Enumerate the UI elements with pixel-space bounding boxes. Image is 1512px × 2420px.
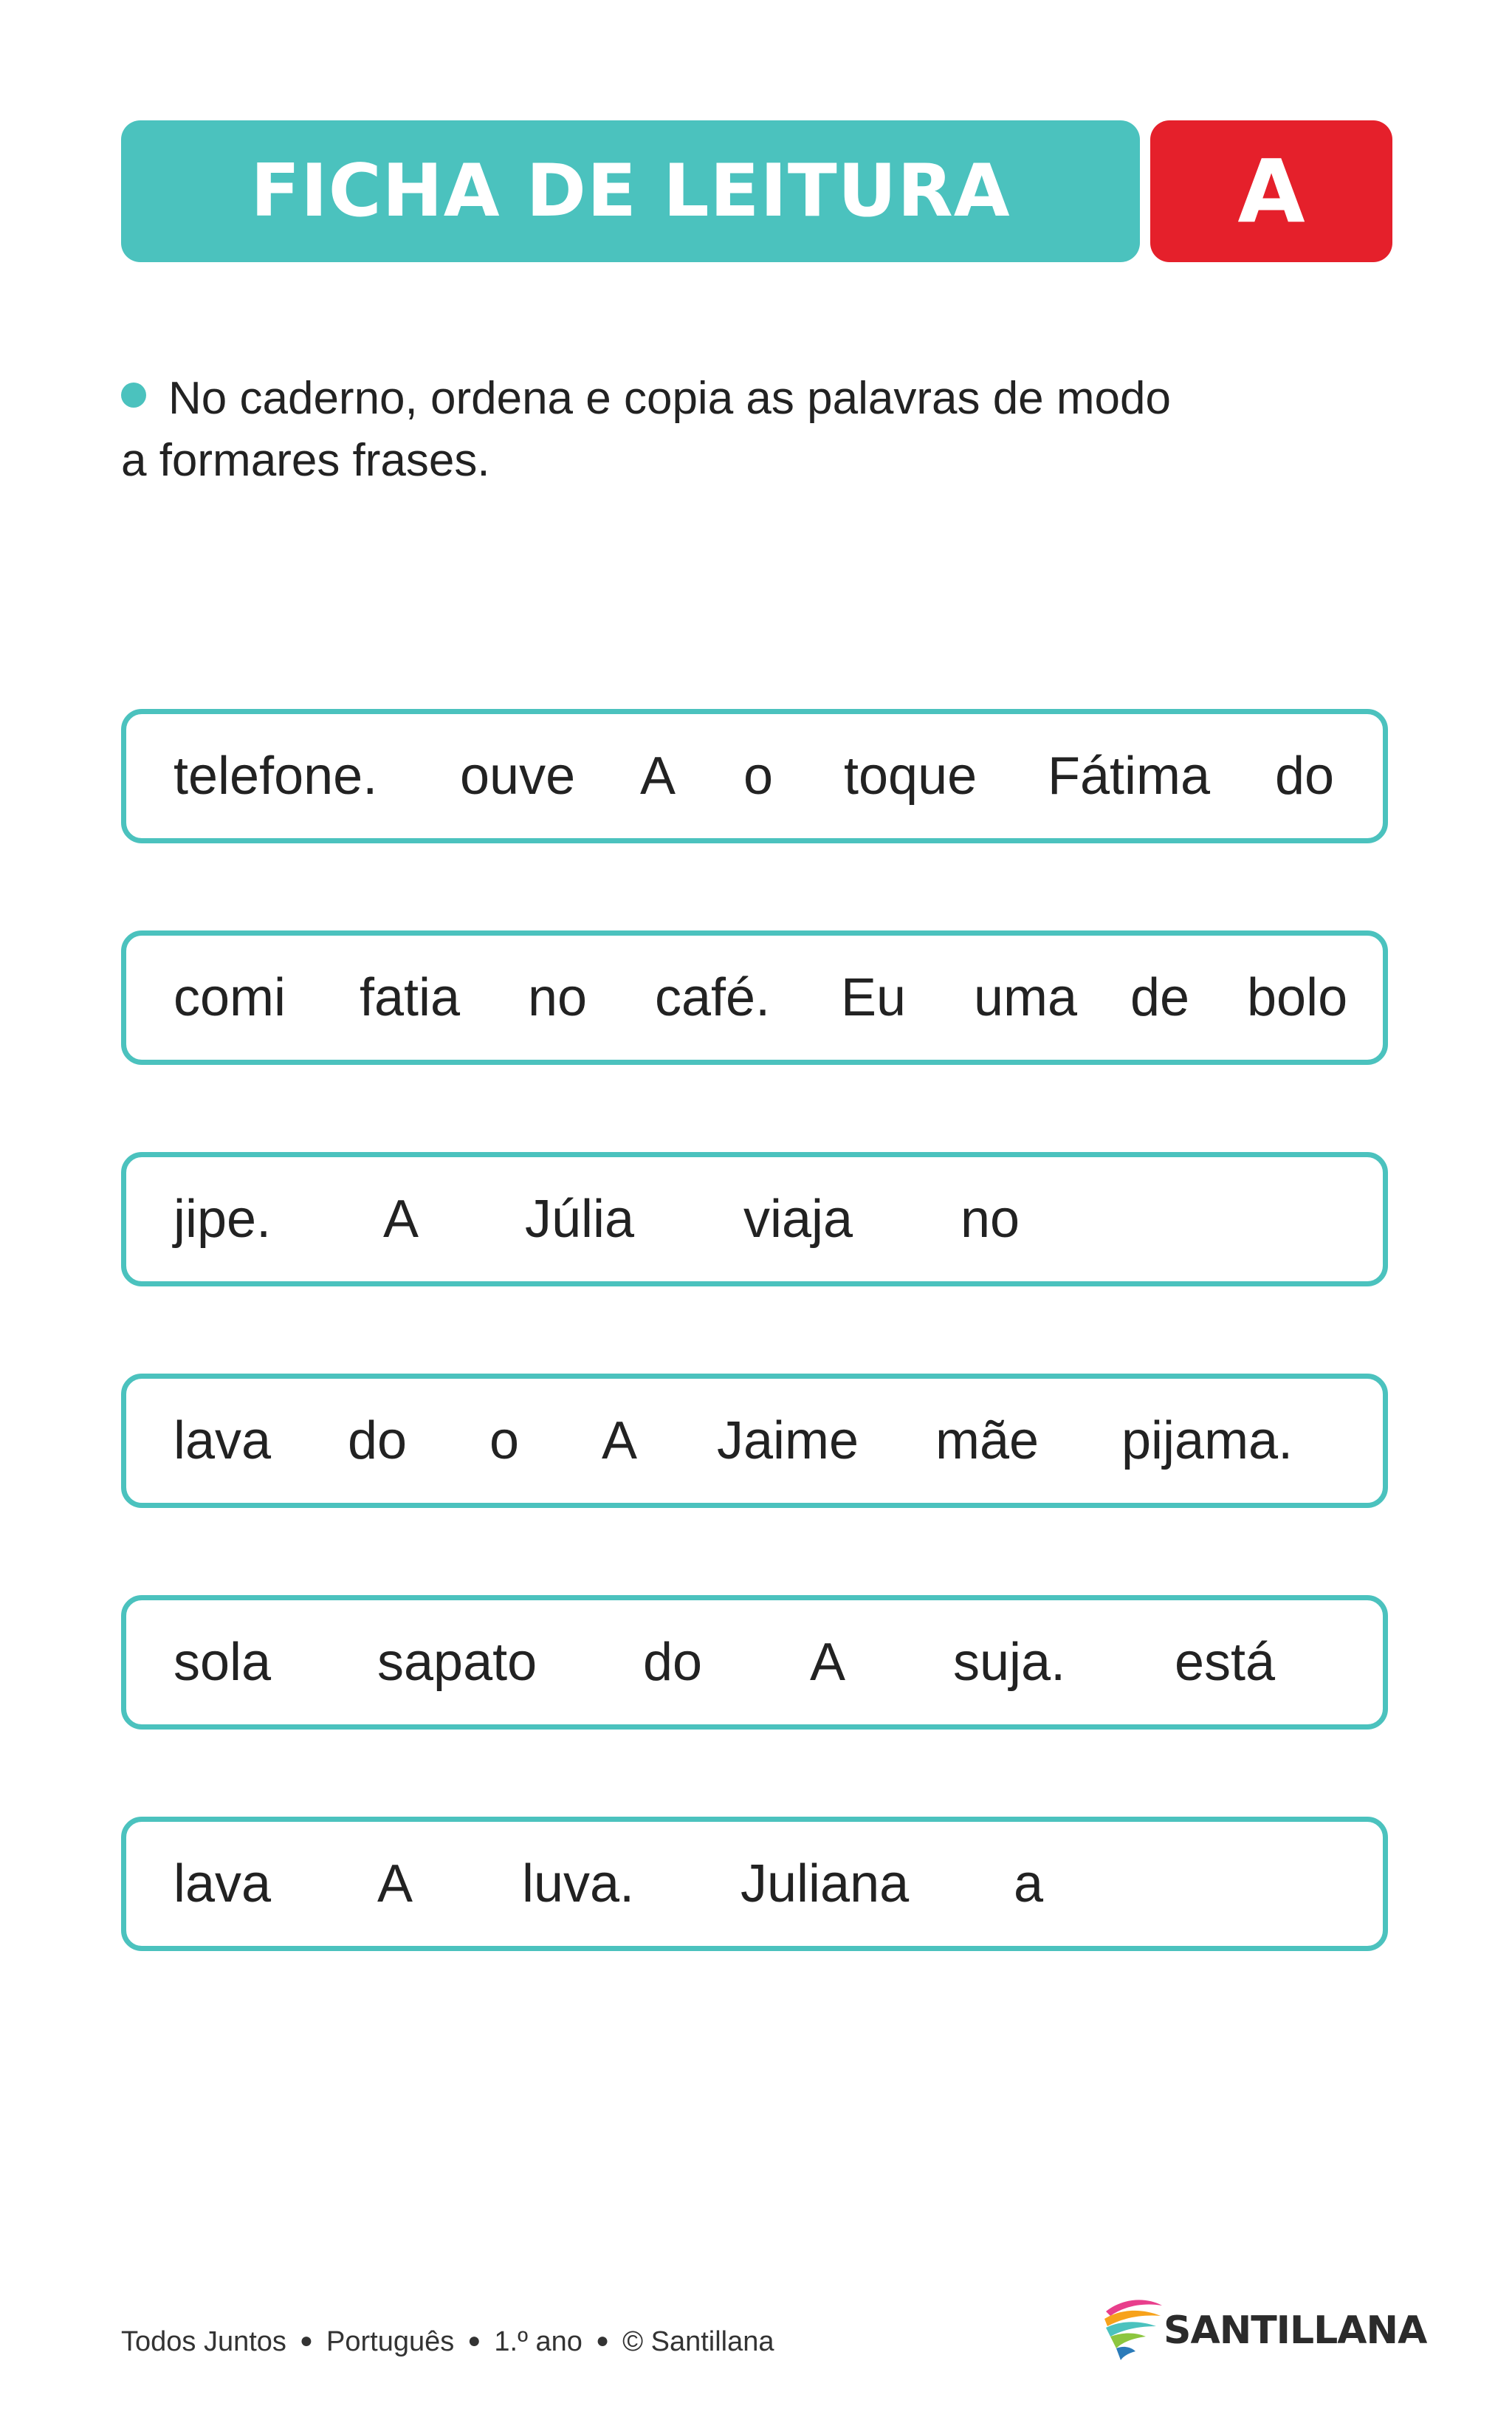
instruction (121, 368, 1376, 492)
word: uma (974, 968, 1078, 1027)
bullet-separator-icon: ● (467, 2328, 481, 2353)
santillana-logo-text: SANTILLANA (1164, 2308, 1427, 2353)
page-title: FICHA DE LEITURA (250, 149, 1011, 233)
word-box-2 (121, 930, 1388, 1065)
footer (121, 2326, 774, 2358)
santillana-logo (1100, 2289, 1427, 2363)
word: o (743, 747, 774, 806)
word: sola (173, 1633, 272, 1692)
header-bar (121, 120, 1140, 262)
word: Júlia (525, 1190, 635, 1249)
word: A (810, 1633, 846, 1692)
word: lava (173, 1854, 272, 1913)
word: Fátima (1048, 747, 1211, 806)
word-box-3 (121, 1152, 1388, 1286)
word: está (1175, 1633, 1276, 1692)
footer-copyright: © Santillana (622, 2326, 774, 2357)
word-box-4 (121, 1374, 1388, 1508)
word: Jaime (717, 1411, 859, 1470)
level-badge (1150, 120, 1392, 262)
word: fatia (360, 968, 461, 1027)
instruction-line-1: No caderno, ordena e copia as palavras de modo (168, 373, 1171, 424)
word: mãe (935, 1411, 1040, 1470)
word: telefone. (173, 747, 378, 806)
word: A (602, 1411, 638, 1470)
footer-subject: Português (326, 2326, 455, 2357)
santillana-logo-icon (1100, 2289, 1166, 2363)
word: do (1275, 747, 1335, 806)
word-box-5 (121, 1595, 1388, 1730)
word: suja. (953, 1633, 1066, 1692)
word: no (961, 1190, 1020, 1249)
word: comi (173, 968, 286, 1027)
word-box-1 (121, 709, 1388, 843)
word: Eu (841, 968, 907, 1027)
word: viaja (743, 1190, 853, 1249)
word: ouve (460, 747, 576, 806)
word: café. (655, 968, 771, 1027)
word: luva. (522, 1854, 635, 1913)
word: de (1130, 968, 1190, 1027)
word: o (489, 1411, 520, 1470)
word: no (528, 968, 588, 1027)
bullet-icon (121, 383, 146, 408)
footer-grade: 1.º ano (494, 2326, 583, 2357)
word: A (640, 747, 676, 806)
instruction-line-2: a formares frases. (121, 435, 490, 486)
level-badge-label: A (1237, 140, 1305, 242)
word: lava (173, 1411, 272, 1470)
word: A (383, 1190, 419, 1249)
word: jipe. (173, 1190, 272, 1249)
bullet-separator-icon: ● (595, 2328, 610, 2353)
word: A (377, 1854, 413, 1913)
word: bolo (1247, 968, 1348, 1027)
word: a (1014, 1854, 1044, 1913)
word: do (348, 1411, 408, 1470)
word-box-6 (121, 1817, 1388, 1951)
word: toque (844, 747, 977, 806)
word: sapato (377, 1633, 537, 1692)
word: Juliana (740, 1854, 910, 1913)
footer-book: Todos Juntos (121, 2326, 286, 2357)
bullet-separator-icon: ● (299, 2328, 314, 2353)
word: do (643, 1633, 703, 1692)
word: pijama. (1121, 1411, 1293, 1470)
